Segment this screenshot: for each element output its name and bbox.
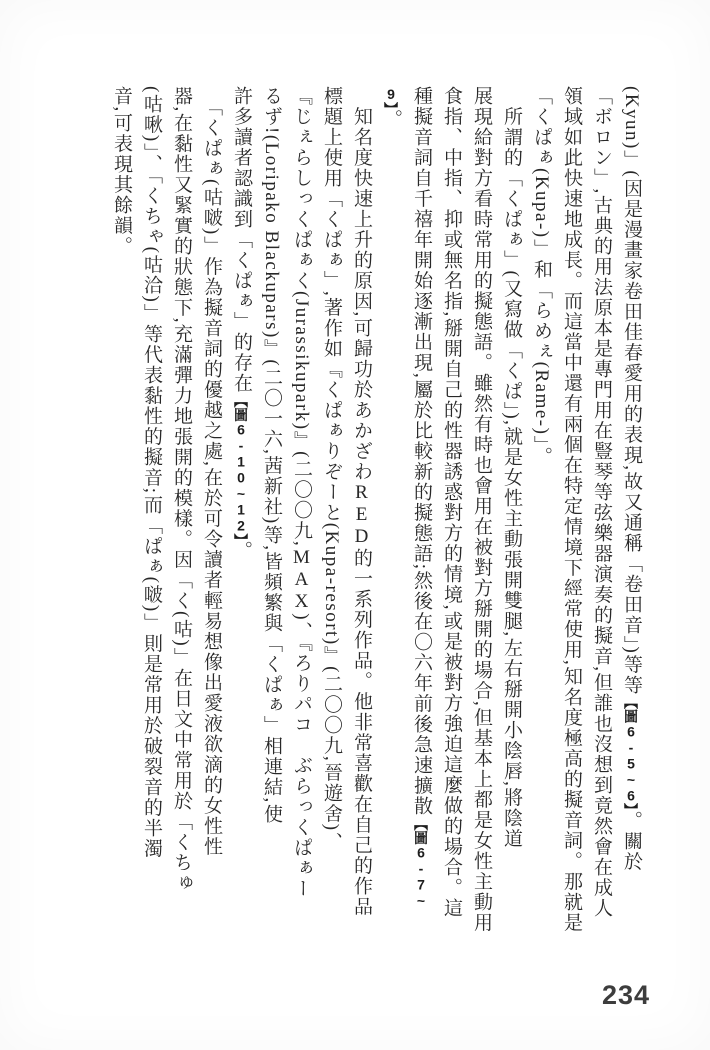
- text-column: [376, 86, 406, 956]
- text-segment: 展現給對方看時常用的擬態語。雖然有時也會用在被對方掰開的場合,但基本上都是女性主動用: [471, 86, 492, 933]
- text-segment: 所謂的「くぱぁ」(又寫做「くぱ」),就是女性主動張開雙腿,左右掰開小陰唇,將陰道: [501, 86, 522, 849]
- text-segment: 食指、中指、抑或無名指,掰開自己的性器誘惑對方的情境,或是被對方強迫這麼做的場合。這: [441, 86, 462, 919]
- text-segment: 「ボロン」,古典的用法原本是專門用在豎琴等弦樂器演奏的擬音,但誰也沒想到竟然會在成人: [591, 86, 612, 919]
- figure-reference: 【圖6-7~: [413, 816, 429, 909]
- text-segment: 的一系列作品。他非常喜歡在自己的作品: [351, 547, 372, 917]
- text-segment: 「くぱぁ(Kupa-)」和「らめぇ(Rame-)」。: [531, 86, 552, 467]
- text-column: [556, 86, 586, 956]
- text-segment: 許多讀者認識到「くぱぁ」的存在: [231, 86, 252, 394]
- text-column: [466, 86, 496, 956]
- text-segment: 標題上使用「くぱぁ」,著作如『くぱぁりぞーと(Kupa-resort)』(二〇〇九,晉遊舍)、: [321, 86, 342, 853]
- text-segment: (Kyun)」(因是漫畫家卷田佳春愛用的表現,故又通稱「卷田音」)等等: [621, 86, 642, 696]
- text-segment: RED: [351, 481, 372, 548]
- text-column: [316, 86, 346, 956]
- text-column: [286, 86, 316, 956]
- text-column: [406, 86, 436, 956]
- text-column: [616, 86, 646, 956]
- text-segment: るず!(Loripako Blackupars)』(二〇一六,茜新社)等,皆頻繁與「くぱぁ」相連結,使: [261, 86, 282, 825]
- figure-reference: 9】: [383, 86, 399, 109]
- text-column: [256, 86, 286, 956]
- text-column: [196, 86, 226, 956]
- text-segment: 。: [231, 540, 252, 561]
- figure-reference: 【圖6-10~12】: [233, 393, 249, 541]
- text-segment: MAX: [291, 547, 312, 614]
- text-segment: 『じぇらしっくぱぁく(Jurassikupark)』(二〇〇九,: [291, 86, 312, 548]
- text-column: [496, 86, 526, 956]
- text-column: [226, 86, 256, 956]
- text-segment: 器,在黏性又緊實的狀態下,充滿彈力地張開的模樣。因「く(咕)」在日文中常用於「くちゅ: [171, 86, 192, 894]
- text-segment: )、『ろりパコ ぶらっくぱぁー: [291, 613, 312, 899]
- vertical-text-block: [106, 86, 646, 956]
- text-column: [436, 86, 466, 956]
- text-column: [586, 86, 616, 956]
- text-segment: 種擬音詞自千禧年開始逐漸出現,屬於比較新的擬態語;然後在〇六年前後急速擴散: [411, 86, 432, 817]
- text-segment: 音,可表現其餘韻。: [111, 86, 132, 257]
- text-segment: (咕啾)」、「くちゃ(咕洽)」等代表黏性的擬音;而「ぱぁ(啵)」則是常用於破裂音的半濁: [141, 86, 162, 859]
- text-segment: 領域如此快速地成長。而這當中還有兩個在特定情境下經常使用,知名度極高的擬音詞。那就是: [561, 86, 582, 933]
- text-column: [106, 86, 136, 956]
- text-segment: 。: [381, 109, 402, 130]
- text-column: [526, 86, 556, 956]
- text-segment: 知名度快速上升的原因,可歸功於あかざわ: [351, 86, 372, 482]
- text-column: [166, 86, 196, 956]
- page-number: 234: [601, 980, 650, 1010]
- text-column: [136, 86, 166, 956]
- text-column: [346, 86, 376, 956]
- text-segment: 。關於: [621, 810, 642, 872]
- figure-reference: 【圖6-5~6】: [623, 695, 639, 811]
- text-segment: 「くぱぁ(咕啵)」作為擬音詞的優越之處,在於可令讀者輕易想像出愛液欲滴的女性性: [201, 86, 222, 857]
